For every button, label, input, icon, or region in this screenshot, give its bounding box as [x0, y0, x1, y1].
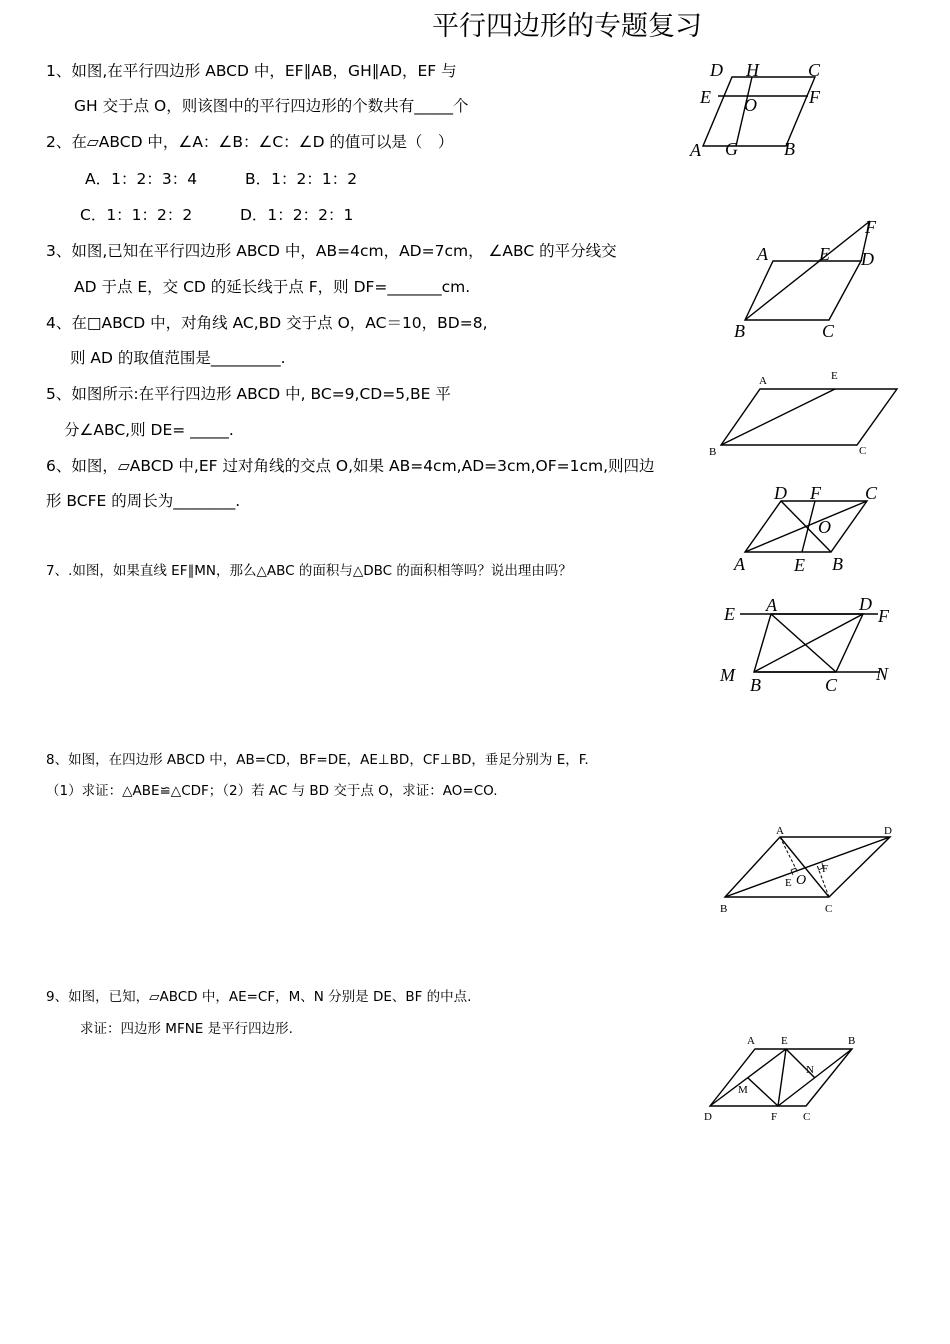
q6-text-line1: 6、如图，▱ABCD 中,EF 过对角线的交点 O,如果 AB=4cm,AD=3cm,OF=1cm,则四边 — [46, 457, 655, 475]
f1-label-d: D — [710, 60, 723, 80]
f9-label-f: F — [771, 1111, 778, 1123]
f7-label-d: D — [859, 594, 872, 614]
f8-label-b: B — [720, 903, 728, 915]
q3-text-line1: 3、如图,已知在平行四边形 ABCD 中，AB=4cm，AD=7cm， ∠ABC 的平分线交 — [46, 242, 617, 260]
figure-q8-parallelogram — [712, 820, 902, 920]
f6-label-o: O — [818, 517, 831, 537]
f9-label-m: M — [738, 1084, 748, 1096]
q5-text-line1: 5、如图所示:在平行四边形 ABCD 中, BC=9,CD=5,BE 平 — [46, 385, 451, 403]
f7-label-f: F — [878, 606, 889, 626]
f1-label-o: O — [744, 95, 757, 115]
f7-label-m: M — [720, 665, 735, 685]
f3-label-f: F — [865, 217, 876, 237]
f7-label-a: A — [766, 595, 777, 615]
page-title: 平行四边形的专题复习 — [432, 11, 702, 42]
f8-label-o: O — [796, 873, 807, 888]
q8-text-line2: （1）求证：△ABE≌△CDF；（2）若 AC 与 BD 交于点 O，求证：AO=CO. — [46, 783, 498, 799]
f7-label-c: C — [825, 675, 838, 695]
f6-label-b: B — [832, 554, 843, 574]
q1-text-line2: GH 交于点 O，则该图中的平行四边形的个数共有_____个 — [74, 97, 469, 115]
f8-label-e: E — [785, 877, 792, 889]
f9-label-c: C — [803, 1111, 811, 1123]
q7-text: 7、.如图，如果直线 EF∥MN，那么△ABC 的面积与△DBC 的面积相等吗？说出理由吗？ — [46, 563, 572, 579]
f1-label-e: E — [700, 87, 711, 107]
q2-text: 2、在▱ABCD 中，∠A：∠B：∠C：∠D 的值可以是（ ） — [46, 133, 454, 151]
f3-label-a: A — [757, 244, 768, 264]
q2-option-d: D．1：2：2：1 — [240, 206, 354, 224]
f1-label-g: G — [725, 139, 738, 159]
figure-q3-parallelogram — [725, 215, 890, 345]
f5-label-c: C — [859, 445, 867, 457]
f9-label-n: N — [806, 1064, 814, 1076]
f9-label-a: A — [747, 1035, 755, 1047]
f1-label-h: H — [746, 60, 759, 80]
f3-label-e: E — [819, 244, 830, 264]
f1-label-c: C — [808, 60, 821, 80]
f3-label-b: B — [734, 321, 745, 341]
f1-label-a: A — [690, 140, 701, 160]
f8-label-c: C — [825, 903, 833, 915]
f5-label-b: B — [709, 446, 717, 458]
figure-q7-parallel-lines — [718, 590, 903, 695]
q6-text-line2: 形 BCFE 的周长为________. — [46, 492, 241, 510]
f9-label-e: E — [781, 1035, 788, 1047]
f5-label-a: A — [759, 375, 767, 387]
f8-label-f: F — [822, 863, 829, 875]
f3-label-c: C — [822, 321, 835, 341]
f1-label-b: B — [784, 139, 795, 159]
f6-label-e: E — [794, 555, 805, 575]
q9-text-line2: 求证：四边形 MFNE 是平行四边形. — [80, 1021, 293, 1037]
q3-text-line2: AD 于点 E，交 CD 的延长线于点 F，则 DF=_______cm. — [74, 278, 471, 296]
f5-label-e: E — [831, 370, 838, 382]
figure-q6-parallelogram — [728, 480, 888, 580]
f7-label-n: N — [876, 664, 889, 684]
q9-text-line1: 9、如图，已知，▱ABCD 中，AE=CF，M、N 分别是 DE、BF 的中点. — [46, 989, 472, 1005]
f6-label-f: F — [810, 483, 821, 503]
q5-text-line2: 分∠ABC,则 DE= _____. — [64, 421, 234, 439]
q8-text-line1: 8、如图，在四边形 ABCD 中，AB=CD，BF=DE，AE⊥BD，CF⊥BD，垂足分别为 E，F. — [46, 752, 589, 768]
q2-option-a: A．1：2：3：4 — [85, 170, 198, 188]
f6-label-c: C — [865, 483, 878, 503]
f1-label-f: F — [809, 87, 820, 107]
f9-label-b: B — [848, 1035, 856, 1047]
q2-option-b: B．1：2：1：2 — [245, 170, 358, 188]
figure-q1-parallelogram — [680, 55, 830, 165]
f9-label-d: D — [704, 1111, 712, 1123]
f3-label-d: D — [861, 249, 874, 269]
f7-label-b: B — [750, 675, 761, 695]
f6-label-d: D — [774, 483, 787, 503]
f7-label-e: E — [724, 604, 735, 624]
figure-q5-parallelogram — [705, 368, 905, 463]
q2-option-c: C．1：1：2：2 — [80, 206, 193, 224]
q4-text-line1: 4、在□ABCD 中，对角线 AC,BD 交于点 O，AC＝10，BD=8, — [46, 314, 488, 332]
figure-q9-parallelogram — [700, 1028, 870, 1128]
q4-text-line2: 则 AD 的取值范围是_________. — [70, 349, 286, 367]
f6-label-a: A — [734, 554, 745, 574]
q1-text-line1: 1、如图,在平行四边形 ABCD 中，EF∥AB，GH∥AD，EF 与 — [46, 62, 457, 80]
f8-label-a: A — [776, 825, 784, 837]
f8-label-d: D — [884, 825, 892, 837]
